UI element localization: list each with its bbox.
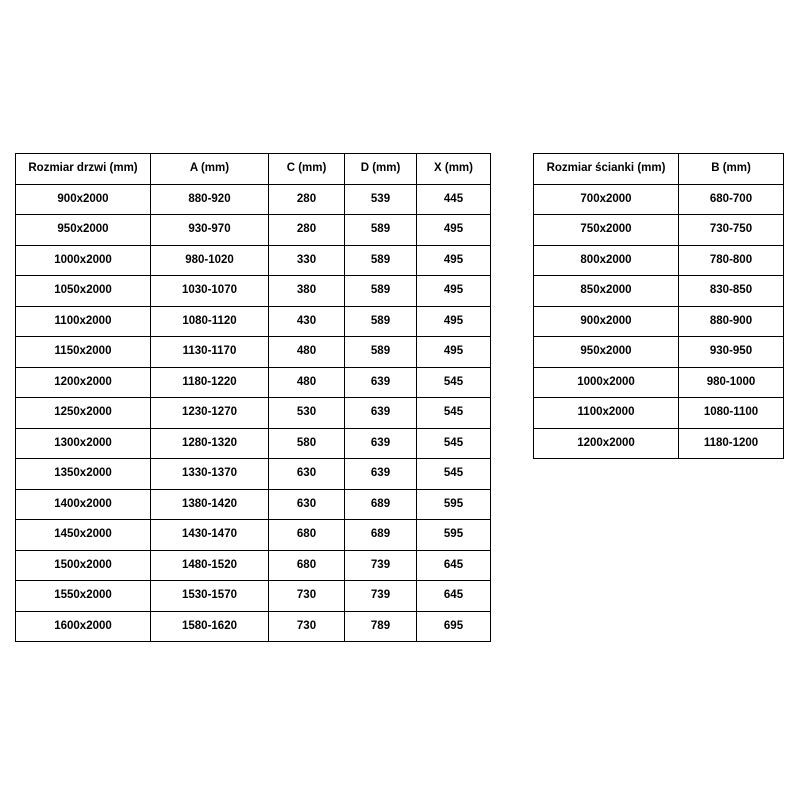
cell-b: 680-700 <box>679 184 784 215</box>
cell-x: 595 <box>417 520 491 551</box>
cell-b: 930-950 <box>679 337 784 368</box>
cell-wall-size: 1200x2000 <box>534 428 679 459</box>
cell-a: 1430-1470 <box>151 520 269 551</box>
shower-wall-dimensions-table <box>533 153 784 459</box>
cell-door-size: 1000x2000 <box>16 245 151 276</box>
table-row <box>534 337 784 368</box>
cell-c: 380 <box>269 276 345 307</box>
cell-c: 680 <box>269 550 345 581</box>
table-row <box>534 276 784 307</box>
cell-a: 1230-1270 <box>151 398 269 429</box>
cell-x: 545 <box>417 367 491 398</box>
cell-door-size: 950x2000 <box>16 215 151 246</box>
cell-x: 495 <box>417 215 491 246</box>
cell-c: 480 <box>269 337 345 368</box>
cell-door-size: 1450x2000 <box>16 520 151 551</box>
cell-a: 1130-1170 <box>151 337 269 368</box>
table-row <box>16 337 491 368</box>
cell-d: 689 <box>345 489 417 520</box>
cell-x: 495 <box>417 306 491 337</box>
table-row <box>16 581 491 612</box>
table-row <box>534 398 784 429</box>
table-row <box>534 215 784 246</box>
cell-b: 980-1000 <box>679 367 784 398</box>
cell-door-size: 1350x2000 <box>16 459 151 490</box>
cell-x: 695 <box>417 611 491 642</box>
table-row <box>16 550 491 581</box>
cell-a: 1030-1070 <box>151 276 269 307</box>
cell-c: 630 <box>269 489 345 520</box>
cell-door-size: 1300x2000 <box>16 428 151 459</box>
cell-door-size: 900x2000 <box>16 184 151 215</box>
cell-x: 595 <box>417 489 491 520</box>
table-row <box>16 215 491 246</box>
table-row <box>534 428 784 459</box>
cell-door-size: 1400x2000 <box>16 489 151 520</box>
cell-d: 639 <box>345 428 417 459</box>
cell-a: 1330-1370 <box>151 459 269 490</box>
cell-d: 689 <box>345 520 417 551</box>
column-header-wall-size: Rozmiar ścianki (mm) <box>534 154 679 185</box>
cell-a: 1480-1520 <box>151 550 269 581</box>
cell-d: 739 <box>345 550 417 581</box>
cell-x: 545 <box>417 398 491 429</box>
table-row <box>534 184 784 215</box>
table-row <box>534 245 784 276</box>
cell-x: 645 <box>417 581 491 612</box>
table-row <box>16 306 491 337</box>
table-row <box>16 428 491 459</box>
cell-door-size: 1100x2000 <box>16 306 151 337</box>
cell-x: 495 <box>417 245 491 276</box>
cell-a: 880-920 <box>151 184 269 215</box>
cell-c: 580 <box>269 428 345 459</box>
cell-wall-size: 900x2000 <box>534 306 679 337</box>
cell-c: 330 <box>269 245 345 276</box>
cell-b: 730-750 <box>679 215 784 246</box>
cell-d: 589 <box>345 245 417 276</box>
cell-door-size: 1050x2000 <box>16 276 151 307</box>
cell-a: 1080-1120 <box>151 306 269 337</box>
cell-b: 830-850 <box>679 276 784 307</box>
cell-c: 480 <box>269 367 345 398</box>
table-row <box>16 611 491 642</box>
table-header-row <box>534 154 784 185</box>
cell-a: 1530-1570 <box>151 581 269 612</box>
table-row <box>16 398 491 429</box>
cell-x: 495 <box>417 276 491 307</box>
cell-door-size: 1200x2000 <box>16 367 151 398</box>
cell-wall-size: 850x2000 <box>534 276 679 307</box>
cell-wall-size: 750x2000 <box>534 215 679 246</box>
cell-c: 430 <box>269 306 345 337</box>
cell-d: 789 <box>345 611 417 642</box>
cell-wall-size: 700x2000 <box>534 184 679 215</box>
cell-wall-size: 1000x2000 <box>534 367 679 398</box>
cell-x: 445 <box>417 184 491 215</box>
cell-d: 589 <box>345 337 417 368</box>
cell-c: 630 <box>269 459 345 490</box>
cell-a: 1280-1320 <box>151 428 269 459</box>
table-row <box>16 245 491 276</box>
cell-a: 1380-1420 <box>151 489 269 520</box>
shower-door-dimensions-table <box>15 153 491 642</box>
cell-c: 280 <box>269 184 345 215</box>
cell-d: 639 <box>345 367 417 398</box>
cell-door-size: 1150x2000 <box>16 337 151 368</box>
table-row <box>534 367 784 398</box>
cell-a: 930-970 <box>151 215 269 246</box>
cell-a: 1180-1220 <box>151 367 269 398</box>
cell-d: 539 <box>345 184 417 215</box>
cell-x: 495 <box>417 337 491 368</box>
column-header-a: A (mm) <box>151 154 269 185</box>
cell-d: 639 <box>345 398 417 429</box>
cell-c: 530 <box>269 398 345 429</box>
table-row <box>534 306 784 337</box>
cell-wall-size: 950x2000 <box>534 337 679 368</box>
cell-wall-size: 800x2000 <box>534 245 679 276</box>
cell-c: 730 <box>269 581 345 612</box>
cell-d: 589 <box>345 276 417 307</box>
column-header-c: C (mm) <box>269 154 345 185</box>
cell-d: 739 <box>345 581 417 612</box>
cell-c: 730 <box>269 611 345 642</box>
wall-table-body <box>534 184 784 459</box>
doors-table-body <box>16 184 491 642</box>
cell-b: 1180-1200 <box>679 428 784 459</box>
column-header-door-size: Rozmiar drzwi (mm) <box>16 154 151 185</box>
column-header-x: X (mm) <box>417 154 491 185</box>
doors-table-head <box>16 154 491 185</box>
cell-x: 645 <box>417 550 491 581</box>
cell-x: 545 <box>417 428 491 459</box>
table-row <box>16 459 491 490</box>
cell-d: 639 <box>345 459 417 490</box>
cell-door-size: 1600x2000 <box>16 611 151 642</box>
cell-wall-size: 1100x2000 <box>534 398 679 429</box>
table-row <box>16 520 491 551</box>
cell-d: 589 <box>345 215 417 246</box>
wall-table-head <box>534 154 784 185</box>
cell-d: 589 <box>345 306 417 337</box>
table-header-row <box>16 154 491 185</box>
cell-door-size: 1500x2000 <box>16 550 151 581</box>
table-row <box>16 276 491 307</box>
cell-b: 780-800 <box>679 245 784 276</box>
column-header-d: D (mm) <box>345 154 417 185</box>
cell-door-size: 1550x2000 <box>16 581 151 612</box>
cell-x: 545 <box>417 459 491 490</box>
table-row <box>16 489 491 520</box>
table-row <box>16 184 491 215</box>
cell-door-size: 1250x2000 <box>16 398 151 429</box>
table-row <box>16 367 491 398</box>
cell-c: 280 <box>269 215 345 246</box>
cell-c: 680 <box>269 520 345 551</box>
cell-a: 1580-1620 <box>151 611 269 642</box>
cell-b: 1080-1100 <box>679 398 784 429</box>
cell-b: 880-900 <box>679 306 784 337</box>
column-header-b: B (mm) <box>679 154 784 185</box>
cell-a: 980-1020 <box>151 245 269 276</box>
